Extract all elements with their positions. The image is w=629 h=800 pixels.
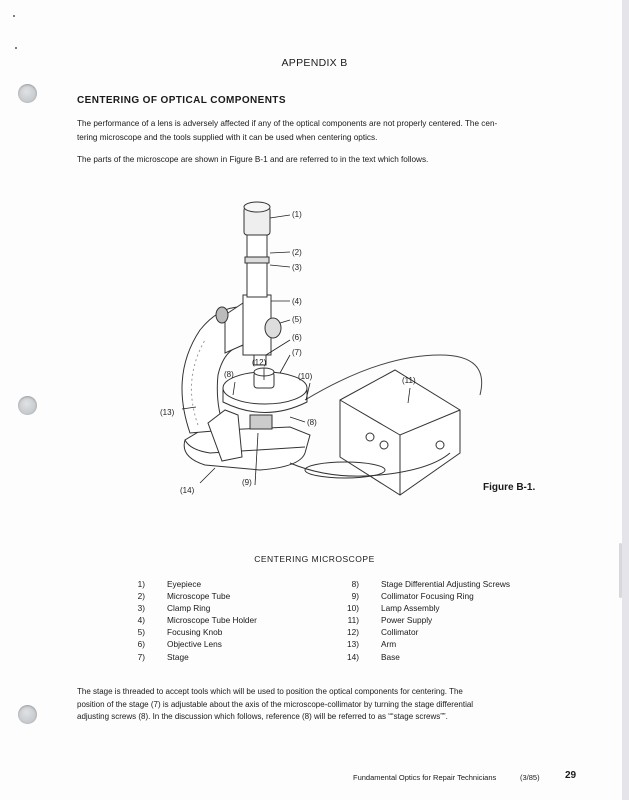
part-number: 7) (137, 651, 145, 662)
parts-list-left (121, 578, 257, 663)
callout-14: (14) (180, 486, 195, 495)
part-item (335, 590, 510, 602)
stage-line: The stage is threaded to accept tools which will be used to position the optical components for centering. The (77, 687, 463, 696)
callout-4: (4) (292, 297, 302, 306)
footer-date: (3/85) (520, 773, 540, 782)
part-number: 10) (347, 603, 359, 614)
part-item (335, 578, 510, 590)
callout-7: (7) (292, 348, 302, 357)
part-name: Focusing Knob (167, 627, 223, 638)
stage-paragraph (77, 686, 567, 724)
part-name: Eyepiece (167, 579, 202, 589)
part-name: Microscope Tube (167, 591, 231, 602)
callout-6: (6) (292, 333, 302, 342)
intro-line: The performance of a lens is adversely affected if any of the optical components are not properly centered. The cen- (77, 119, 498, 128)
callout-8-lower: (8) (307, 418, 317, 427)
microscope-figure (130, 195, 530, 500)
figure-reference-paragraph: The parts of the microscope are shown in Figure B-1 and are referred to in the text which follows. (77, 155, 429, 164)
callout-11: (11) (402, 376, 416, 385)
page-number: 29 (565, 770, 577, 781)
part-item (121, 602, 257, 614)
part-number: 5) (137, 627, 145, 638)
callout-5: (5) (292, 315, 302, 324)
part-number: 6) (137, 639, 145, 650)
part-item (121, 626, 257, 638)
part-number: 8) (351, 579, 359, 589)
footer-book-title: Fundamental Optics for Repair Technicians (353, 773, 497, 782)
callout-1: (1) (292, 210, 302, 219)
parts-list-right (335, 578, 510, 663)
callout-13: (13) (160, 408, 175, 417)
scan-speck (15, 47, 17, 49)
appendix-title: APPENDIX B (281, 57, 348, 69)
part-name: Lamp Assembly (381, 603, 440, 614)
part-number: 3) (137, 603, 145, 614)
punch-hole (18, 84, 37, 103)
part-item (121, 614, 257, 626)
punch-hole (18, 705, 37, 724)
punch-hole (18, 396, 37, 415)
part-number: 13) (347, 639, 359, 650)
part-item (121, 651, 257, 663)
part-item (121, 578, 257, 590)
part-number: 9) (351, 591, 359, 602)
part-name: Arm (381, 639, 397, 650)
figure-caption: Figure B-1. (483, 482, 536, 493)
viewer-edge (622, 0, 629, 800)
microscope-tube-shape (247, 235, 267, 297)
part-item (335, 651, 510, 663)
callout-9: (9) (242, 478, 252, 487)
stage-line: adjusting screws (8). In the discussion which follows, reference (8) will be referred to as ““stage screws””. (77, 712, 448, 721)
part-item (335, 614, 510, 626)
scan-speck (13, 15, 15, 17)
part-name: Objective Lens (167, 639, 222, 650)
part-number: 2) (137, 591, 145, 602)
callout-2: (2) (292, 248, 302, 257)
stage-line: position of the stage (7) is adjustable about the axis of the microscope-collimator by turning the stage differential (77, 699, 474, 709)
part-name: Clamp Ring (167, 603, 211, 614)
part-number: 12) (347, 627, 359, 638)
intro-paragraph (77, 117, 557, 145)
part-item (121, 590, 257, 602)
part-name: Collimator (381, 627, 419, 638)
part-item (335, 626, 510, 638)
part-name: Stage Differential Adjusting Screws (381, 579, 510, 589)
part-item (335, 638, 510, 650)
part-item (121, 638, 257, 650)
part-name: Microscope Tube Holder (167, 615, 257, 626)
callout-3: (3) (292, 263, 302, 272)
part-number: 1) (137, 579, 145, 589)
part-name: Power Supply (381, 615, 433, 626)
section-heading: CENTERING OF OPTICAL COMPONENTS (77, 95, 286, 106)
callout-8: (8) (224, 370, 234, 379)
figure-title: CENTERING MICROSCOPE (254, 554, 375, 564)
intro-line: tering microscope and the tools supplied with it can be used when centering optics. (77, 133, 378, 142)
part-number: 11) (347, 615, 359, 626)
part-number: 4) (137, 615, 145, 626)
callout-12: (12) (252, 358, 267, 367)
part-name: Base (381, 651, 400, 662)
part-name: Stage (167, 651, 189, 662)
scrollbar-thumb[interactable] (619, 543, 622, 598)
part-item (335, 602, 510, 614)
part-name: Collimator Focusing Ring (381, 591, 474, 602)
part-number: 14) (347, 651, 359, 662)
callout-10: (10) (298, 372, 313, 381)
